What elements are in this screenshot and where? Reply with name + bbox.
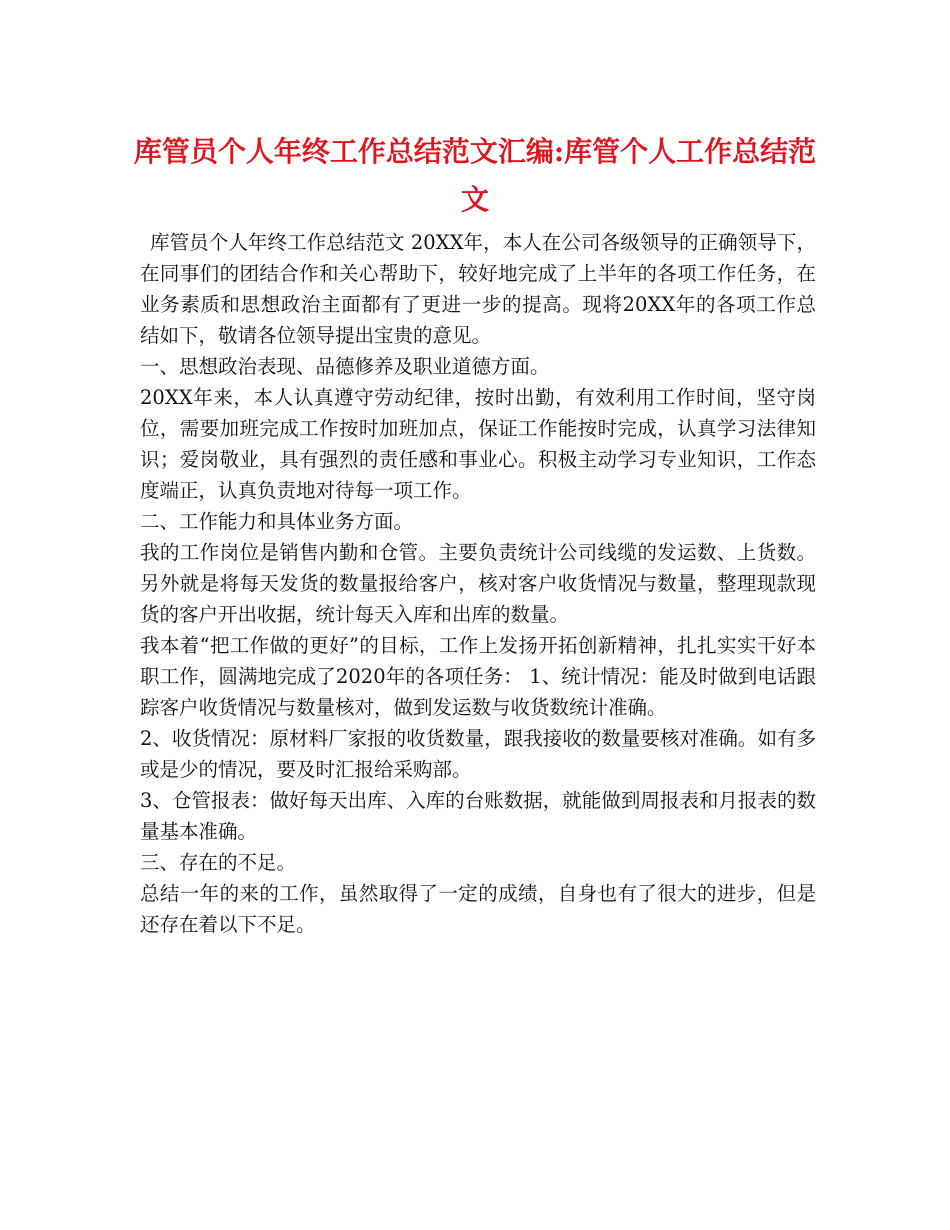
paragraph-receiving: 2、收货情况：原材料厂家报的收货数量，跟我接收的数量要核对准确。如有多或是少的情况，要及时汇报给采购部。 bbox=[140, 727, 816, 781]
section-heading-1: 一、思想政治表现、品德修养及职业道德方面。 bbox=[140, 355, 550, 378]
document-title: 库管员个人年终工作总结范文汇编:库管个人工作总结范文 bbox=[133, 135, 817, 216]
paragraph-reports: 3、仓管报表：做好每天出库、入库的台账数据，就能做到周报表和月报表的数量基本准确。 bbox=[140, 789, 816, 843]
paragraph-section-2-goals: 我本着“把工作做的更好”的目标，工作上发扬开拓创新精神，扎扎实实干好本职工作，圆满地完成了2020年的各项任务： 1、统计情况：能及时做到电话跟踪客户收货情况与数量核对，做到发运数与收货数统计准确。 bbox=[140, 634, 816, 719]
paragraph-intro: 库管员个人年终工作总结范文 20XX年，本人在公司各级领导的正确领导下，在同事们的团结合作和关心帮助下，较好地完成了上半年的各项工作任务，在业务素质和思想政治主面都有了更进一步的提高。现将20XX年的各项工作总结如下，敬请各位领导提出宝贵的意见。 bbox=[140, 231, 816, 347]
paragraph-section-1: 20XX年来，本人认真遵守劳动纪律，按时出勤，有效利用工作时间，坚守岗位，需要加班完成工作按时加班加点，保证工作能按时完成，认真学习法律知识；爱岗敬业，具有强烈的责任感和事业心。积极主动学习专业知识，工作态度端正，认真负责地对待每一项工作。 bbox=[140, 386, 816, 502]
section-heading-3: 三、存在的不足。 bbox=[140, 851, 297, 874]
paragraph-section-2: 我的工作岗位是销售内勤和仓管。主要负责统计公司线缆的发运数、上货数。另外就是将每天发货的数量报给客户，核对客户收货情况与数量，整理现款现货的客户开出收据，统计每天入库和出库的数量。 bbox=[140, 541, 816, 626]
section-heading-2: 二、工作能力和具体业务方面。 bbox=[140, 510, 414, 533]
document-body bbox=[140, 227, 816, 940]
paragraph-shortcomings: 总结一年的来的工作，虽然取得了一定的成绩，自身也有了很大的进步，但是还存在着以下不足。 bbox=[140, 882, 816, 936]
